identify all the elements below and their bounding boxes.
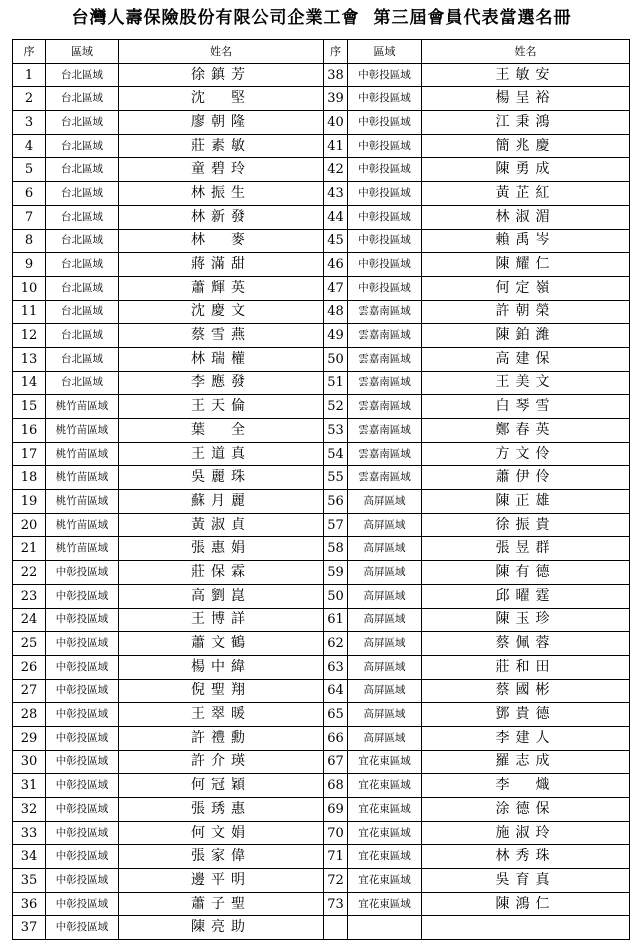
member-region: 高屏區域 [348, 561, 422, 585]
member-region: 宜花東區域 [348, 869, 422, 893]
member-no: 56 [324, 490, 348, 514]
table-row [13, 774, 630, 798]
member-no: 46 [324, 253, 348, 277]
member-no: 13 [13, 347, 46, 371]
member-region: 高屏區域 [348, 726, 422, 750]
table-row [13, 158, 630, 182]
member-region: 中彰投區域 [46, 916, 119, 940]
member-region: 中彰投區域 [46, 750, 119, 774]
member-name: 王美文 [422, 371, 630, 395]
member-name: 邱曜霆 [422, 584, 630, 608]
member-region: 高屏區域 [348, 679, 422, 703]
member-region: 中彰投區域 [46, 608, 119, 632]
member-region: 中彰投區域 [348, 87, 422, 111]
member-no: 50 [324, 347, 348, 371]
member-no: 53 [324, 419, 348, 443]
union-name: 台灣人壽保險股份有限公司企業工會 [71, 8, 360, 28]
member-name: 王翠暖 [119, 703, 324, 727]
member-region: 台北區域 [46, 87, 119, 111]
member-region: 中彰投區域 [46, 774, 119, 798]
member-name: 邊平明 [119, 869, 324, 893]
member-name: 蕭輝英 [119, 276, 324, 300]
member-region: 宜花東區域 [348, 774, 422, 798]
member-name: 許朝榮 [422, 300, 630, 324]
member-name: 江秉鴻 [422, 111, 630, 135]
member-no: 21 [13, 537, 46, 561]
member-no: 68 [324, 774, 348, 798]
member-name: 陳玉珍 [422, 608, 630, 632]
member-no: 20 [13, 513, 46, 537]
table-row [13, 395, 630, 419]
table-row [13, 845, 630, 869]
empty-cell [348, 916, 422, 940]
table-row [13, 253, 630, 277]
member-region: 宜花東區域 [348, 750, 422, 774]
member-region: 高屏區域 [348, 537, 422, 561]
member-name: 張家偉 [119, 845, 324, 869]
member-region: 宜花東區域 [348, 798, 422, 822]
member-name: 黃淑貞 [119, 513, 324, 537]
member-region: 中彰投區域 [46, 845, 119, 869]
member-region: 宜花東區域 [348, 892, 422, 916]
member-no: 71 [324, 845, 348, 869]
member-no: 10 [13, 276, 46, 300]
member-name: 王天倫 [119, 395, 324, 419]
member-region: 宜花東區域 [348, 821, 422, 845]
member-name: 施淑玲 [422, 821, 630, 845]
member-no: 33 [13, 821, 46, 845]
member-region: 桃竹苗區域 [46, 513, 119, 537]
member-region: 中彰投區域 [46, 584, 119, 608]
member-name: 沈慶文 [119, 300, 324, 324]
header-no: 序 [13, 40, 46, 64]
member-name: 黃芷紅 [422, 182, 630, 206]
member-name: 簡兆慶 [422, 134, 630, 158]
member-name: 許介瑛 [119, 750, 324, 774]
member-name: 王博詳 [119, 608, 324, 632]
member-region: 台北區域 [46, 300, 119, 324]
table-row [13, 182, 630, 206]
member-no: 19 [13, 490, 46, 514]
member-no: 61 [324, 608, 348, 632]
table-row [13, 608, 630, 632]
member-name: 倪聖翔 [119, 679, 324, 703]
member-name: 王敏安 [422, 63, 630, 87]
member-name: 林新發 [119, 205, 324, 229]
member-region: 中彰投區域 [46, 632, 119, 656]
member-region: 雲嘉南區域 [348, 324, 422, 348]
member-region: 中彰投區域 [46, 679, 119, 703]
member-no: 12 [13, 324, 46, 348]
member-region: 桃竹苗區域 [46, 419, 119, 443]
member-no: 3 [13, 111, 46, 135]
member-no: 27 [13, 679, 46, 703]
member-name: 葉 全 [119, 419, 324, 443]
member-region: 中彰投區域 [348, 134, 422, 158]
member-region: 中彰投區域 [46, 892, 119, 916]
member-name: 蕭伊伶 [422, 466, 630, 490]
member-name: 林 麥 [119, 229, 324, 253]
member-region: 台北區域 [46, 111, 119, 135]
member-region: 桃竹苗區域 [46, 537, 119, 561]
member-name: 莊保霖 [119, 561, 324, 585]
member-region: 高屏區域 [348, 490, 422, 514]
member-region: 高屏區域 [348, 655, 422, 679]
member-no: 49 [324, 324, 348, 348]
table-row [13, 371, 630, 395]
member-name: 李建人 [422, 726, 630, 750]
member-region: 台北區域 [46, 205, 119, 229]
member-name: 白琴雪 [422, 395, 630, 419]
member-name: 林淑湄 [422, 205, 630, 229]
member-region: 桃竹苗區域 [46, 442, 119, 466]
member-region: 中彰投區域 [348, 158, 422, 182]
member-no: 62 [324, 632, 348, 656]
member-no: 45 [324, 229, 348, 253]
member-name: 林秀珠 [422, 845, 630, 869]
table-row [13, 679, 630, 703]
member-region: 台北區域 [46, 229, 119, 253]
member-no: 47 [324, 276, 348, 300]
member-region: 高屏區域 [348, 584, 422, 608]
member-no: 2 [13, 87, 46, 111]
member-no: 48 [324, 300, 348, 324]
member-no: 9 [13, 253, 46, 277]
member-name: 楊中緯 [119, 655, 324, 679]
header-name: 姓名 [422, 40, 630, 64]
member-name: 沈 堅 [119, 87, 324, 111]
member-name: 林瑞權 [119, 347, 324, 371]
table-row [13, 466, 630, 490]
member-name: 鄭春英 [422, 419, 630, 443]
member-region: 台北區域 [46, 276, 119, 300]
member-name: 何冠穎 [119, 774, 324, 798]
member-no: 57 [324, 513, 348, 537]
table-row [13, 892, 630, 916]
member-no: 18 [13, 466, 46, 490]
table-row [13, 347, 630, 371]
member-no: 17 [13, 442, 46, 466]
member-no: 50 [324, 584, 348, 608]
empty-cell [324, 916, 348, 940]
table-row [13, 205, 630, 229]
member-no: 67 [324, 750, 348, 774]
table-row [13, 798, 630, 822]
member-no: 55 [324, 466, 348, 490]
table-row [13, 584, 630, 608]
member-no: 14 [13, 371, 46, 395]
table-row [13, 655, 630, 679]
member-no: 54 [324, 442, 348, 466]
member-region: 桃竹苗區域 [46, 466, 119, 490]
document-subtitle: 第三屆會員代表當選名冊 [373, 8, 572, 28]
table-row [13, 442, 630, 466]
member-region: 高屏區域 [348, 608, 422, 632]
member-region: 雲嘉南區域 [348, 300, 422, 324]
member-region: 桃竹苗區域 [46, 490, 119, 514]
table-row [13, 513, 630, 537]
member-no: 16 [13, 419, 46, 443]
table-row [13, 916, 630, 940]
table-row [13, 869, 630, 893]
member-no: 6 [13, 182, 46, 206]
member-region: 台北區域 [46, 134, 119, 158]
member-region: 雲嘉南區域 [348, 442, 422, 466]
member-no: 42 [324, 158, 348, 182]
table-row [13, 87, 630, 111]
member-name: 陳正雄 [422, 490, 630, 514]
member-name: 高劉崑 [119, 584, 324, 608]
table-row [13, 111, 630, 135]
member-name: 徐鎮芳 [119, 63, 324, 87]
member-name: 涂德保 [422, 798, 630, 822]
member-name: 陳鉑濰 [422, 324, 630, 348]
member-no: 52 [324, 395, 348, 419]
member-no: 15 [13, 395, 46, 419]
header-region: 區域 [46, 40, 119, 64]
member-no: 4 [13, 134, 46, 158]
member-no: 59 [324, 561, 348, 585]
member-name: 張惠娟 [119, 537, 324, 561]
table-row [13, 324, 630, 348]
member-no: 43 [324, 182, 348, 206]
member-no: 29 [13, 726, 46, 750]
member-name: 許禮勳 [119, 726, 324, 750]
member-name: 何文娟 [119, 821, 324, 845]
member-region: 高屏區域 [348, 703, 422, 727]
member-name: 羅志成 [422, 750, 630, 774]
member-no: 31 [13, 774, 46, 798]
member-name: 方文伶 [422, 442, 630, 466]
member-name: 李應發 [119, 371, 324, 395]
member-no: 22 [13, 561, 46, 585]
table-row [13, 750, 630, 774]
member-name: 莊和田 [422, 655, 630, 679]
member-region: 雲嘉南區域 [348, 419, 422, 443]
member-region: 中彰投區域 [46, 798, 119, 822]
member-region: 台北區域 [46, 253, 119, 277]
member-name: 何定嶺 [422, 276, 630, 300]
member-name: 蕭子聖 [119, 892, 324, 916]
member-region: 雲嘉南區域 [348, 395, 422, 419]
member-no: 41 [324, 134, 348, 158]
table-row [13, 537, 630, 561]
member-region: 台北區域 [46, 371, 119, 395]
member-region: 宜花東區域 [348, 845, 422, 869]
member-no: 1 [13, 63, 46, 87]
member-no: 38 [324, 63, 348, 87]
member-name: 蕭文鶴 [119, 632, 324, 656]
member-region: 台北區域 [46, 324, 119, 348]
table-row [13, 276, 630, 300]
member-name: 蔡國彬 [422, 679, 630, 703]
member-name: 童碧玲 [119, 158, 324, 182]
member-name: 王道真 [119, 442, 324, 466]
member-no: 24 [13, 608, 46, 632]
member-region: 中彰投區域 [348, 253, 422, 277]
member-region: 中彰投區域 [348, 182, 422, 206]
member-region: 雲嘉南區域 [348, 347, 422, 371]
member-name: 陳耀仁 [422, 253, 630, 277]
member-no: 64 [324, 679, 348, 703]
member-name: 賴禹岑 [422, 229, 630, 253]
member-region: 桃竹苗區域 [46, 395, 119, 419]
member-no: 30 [13, 750, 46, 774]
header-no: 序 [324, 40, 348, 64]
member-name: 蔣滿甜 [119, 253, 324, 277]
member-no: 58 [324, 537, 348, 561]
member-no: 39 [324, 87, 348, 111]
member-no: 44 [324, 205, 348, 229]
member-name: 蘇月麗 [119, 490, 324, 514]
member-name: 蔡雪燕 [119, 324, 324, 348]
table-row [13, 134, 630, 158]
member-region: 中彰投區域 [348, 276, 422, 300]
member-no: 35 [13, 869, 46, 893]
member-region: 台北區域 [46, 182, 119, 206]
member-name: 李 熾 [422, 774, 630, 798]
member-region: 中彰投區域 [46, 869, 119, 893]
member-region: 高屏區域 [348, 632, 422, 656]
member-region: 中彰投區域 [46, 655, 119, 679]
member-no: 23 [13, 584, 46, 608]
member-no: 63 [324, 655, 348, 679]
empty-cell [422, 916, 630, 940]
member-no: 25 [13, 632, 46, 656]
member-no: 8 [13, 229, 46, 253]
header-name: 姓名 [119, 40, 324, 64]
member-region: 台北區域 [46, 158, 119, 182]
member-region: 台北區域 [46, 63, 119, 87]
header-row [13, 40, 630, 64]
table-row [13, 63, 630, 87]
member-no: 36 [13, 892, 46, 916]
member-name: 徐振貴 [422, 513, 630, 537]
member-name: 張琇惠 [119, 798, 324, 822]
table-row [13, 419, 630, 443]
member-name: 吳育真 [422, 869, 630, 893]
member-no: 28 [13, 703, 46, 727]
member-name: 楊呈裕 [422, 87, 630, 111]
table-row [13, 703, 630, 727]
member-no: 70 [324, 821, 348, 845]
member-region: 中彰投區域 [348, 205, 422, 229]
member-name: 陳鴻仁 [422, 892, 630, 916]
member-region: 中彰投區域 [348, 229, 422, 253]
member-no: 5 [13, 158, 46, 182]
member-no: 11 [13, 300, 46, 324]
roster-table [12, 39, 630, 940]
member-no: 51 [324, 371, 348, 395]
member-no: 32 [13, 798, 46, 822]
member-name: 高建保 [422, 347, 630, 371]
member-name: 陳亮助 [119, 916, 324, 940]
table-row [13, 229, 630, 253]
table-row [13, 300, 630, 324]
member-region: 中彰投區域 [46, 821, 119, 845]
member-name: 陳有德 [422, 561, 630, 585]
member-region: 中彰投區域 [46, 726, 119, 750]
table-row [13, 561, 630, 585]
member-no: 66 [324, 726, 348, 750]
member-region: 中彰投區域 [46, 561, 119, 585]
member-region: 雲嘉南區域 [348, 371, 422, 395]
table-row [13, 632, 630, 656]
member-name: 蔡佩蓉 [422, 632, 630, 656]
member-region: 中彰投區域 [348, 111, 422, 135]
member-region: 雲嘉南區域 [348, 466, 422, 490]
table-row [13, 726, 630, 750]
member-name: 鄧貴德 [422, 703, 630, 727]
member-no: 7 [13, 205, 46, 229]
member-name: 莊素敏 [119, 134, 324, 158]
member-name: 陳勇成 [422, 158, 630, 182]
member-name: 張昱群 [422, 537, 630, 561]
roster-body [13, 63, 630, 939]
member-region: 高屏區域 [348, 513, 422, 537]
member-no: 69 [324, 798, 348, 822]
table-row [13, 490, 630, 514]
member-no: 65 [324, 703, 348, 727]
member-name: 林振生 [119, 182, 324, 206]
member-no: 72 [324, 869, 348, 893]
member-no: 40 [324, 111, 348, 135]
member-name: 吳麗珠 [119, 466, 324, 490]
member-name: 廖朝隆 [119, 111, 324, 135]
member-no: 37 [13, 916, 46, 940]
table-row [13, 821, 630, 845]
member-no: 73 [324, 892, 348, 916]
header-region: 區域 [348, 40, 422, 64]
member-no: 34 [13, 845, 46, 869]
member-region: 中彰投區域 [348, 63, 422, 87]
document-title [0, 4, 643, 32]
member-region: 台北區域 [46, 347, 119, 371]
member-no: 26 [13, 655, 46, 679]
member-region: 中彰投區域 [46, 703, 119, 727]
